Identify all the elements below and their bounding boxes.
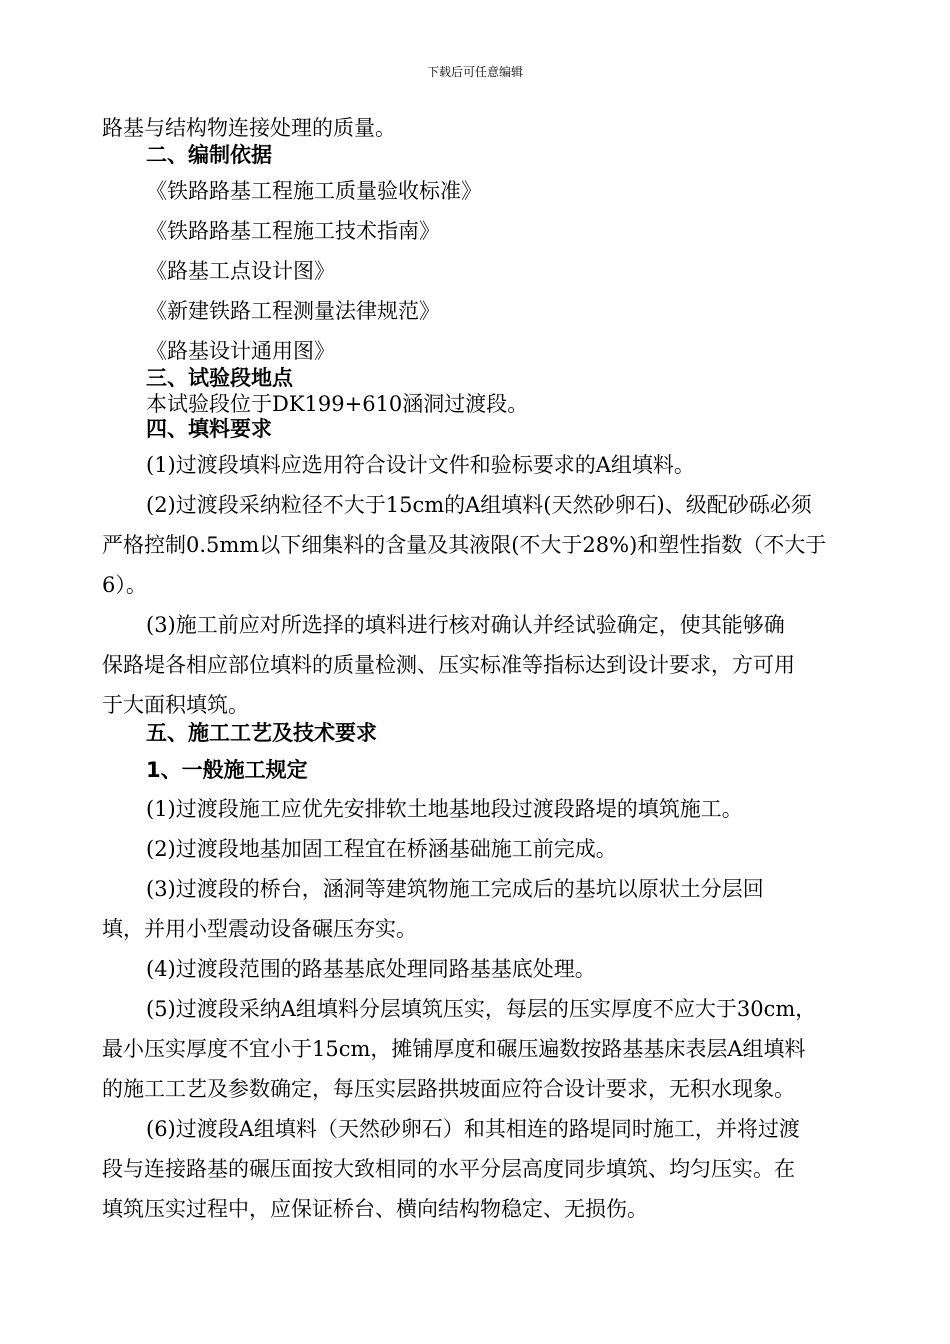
paragraph-line: 严格控制0.5mm以下细集料的含量及其液限(不大于28%)和塑性指数（不大于	[102, 533, 827, 557]
paragraph-line: (5)过渡段采纳A组填料分层填筑压实，每层的压实厚度不应大于30cm，	[146, 997, 817, 1021]
paragraph-line: 于大面积填筑。	[102, 693, 249, 717]
section-heading: 三、试验段地点	[146, 366, 293, 390]
paragraph-line: (6)过渡段A组填料（天然砂卵石）和其相连的路堤同时施工，并将过渡	[146, 1117, 800, 1141]
section-heading: 五、施工工艺及技术要求	[146, 721, 377, 745]
reference-item: 《新建铁路工程测量法律规范》	[146, 299, 440, 323]
paragraph-line: 本试验段位于DK199+610涵洞过渡段。	[146, 392, 529, 416]
paragraph-line: (2)过渡段地基加固工程宜在桥涵基础施工前完成。	[146, 837, 617, 861]
paragraph-line: (1)过渡段填料应选用符合设计文件和验标要求的A组填料。	[146, 453, 695, 477]
paragraph-line: (3)过渡段的桥台，涵洞等建筑物施工完成后的基坑以原状土分层回	[146, 877, 764, 901]
subsection-heading: 1、一般施工规定	[146, 758, 308, 782]
page-header-note: 下载后可任意编辑	[426, 65, 523, 79]
reference-item: 《路基工点设计图》	[146, 259, 335, 283]
paragraph-line: 填，并用小型震动设备碾压夯实。	[102, 917, 417, 941]
paragraph-line: (2)过渡段采纳粒径不大于15cm的A组填料(天然砂卵石)、级配砂砾必须	[146, 493, 812, 517]
paragraph-line: 的施工工艺及参数确定，每压实层路拱坡面应符合设计要求，无积水现象。	[102, 1077, 795, 1101]
paragraph-line: 保路堤各相应部位填料的质量检测、压实标准等指标达到设计要求，方可用	[102, 653, 795, 677]
reference-item: 《路基设计通用图》	[146, 339, 335, 363]
paragraph-line: (4)过渡段范围的路基基底处理同路基基底处理。	[146, 957, 596, 981]
paragraph-line: (3)施工前应对所选择的填料进行核对确认并经试验确定，使其能够确	[146, 613, 785, 637]
paragraph-line: 段与连接路基的碾压面按大致相同的水平分层高度同步填筑、均匀压实。在	[102, 1157, 795, 1181]
paragraph-line: (1)过渡段施工应优先安排软土地基地段过渡段路堤的填筑施工。	[146, 797, 743, 821]
paragraph-line: 最小压实厚度不宜小于15cm，摊铺厚度和碾压遍数按路基基床表层A组填料	[102, 1037, 806, 1061]
paragraph-line: 填筑压实过程中，应保证桥台、横向结构物稳定、无损伤。	[102, 1197, 648, 1221]
paragraph-line: 路基与结构物连接处理的质量。	[102, 116, 396, 140]
section-heading: 二、编制依据	[146, 143, 272, 167]
section-heading: 四、填料要求	[146, 417, 272, 441]
paragraph-line: 6）。	[102, 573, 147, 597]
reference-item: 《铁路路基工程施工技术指南》	[146, 219, 440, 243]
reference-item: 《铁路路基工程施工质量验收标准》	[146, 179, 482, 203]
